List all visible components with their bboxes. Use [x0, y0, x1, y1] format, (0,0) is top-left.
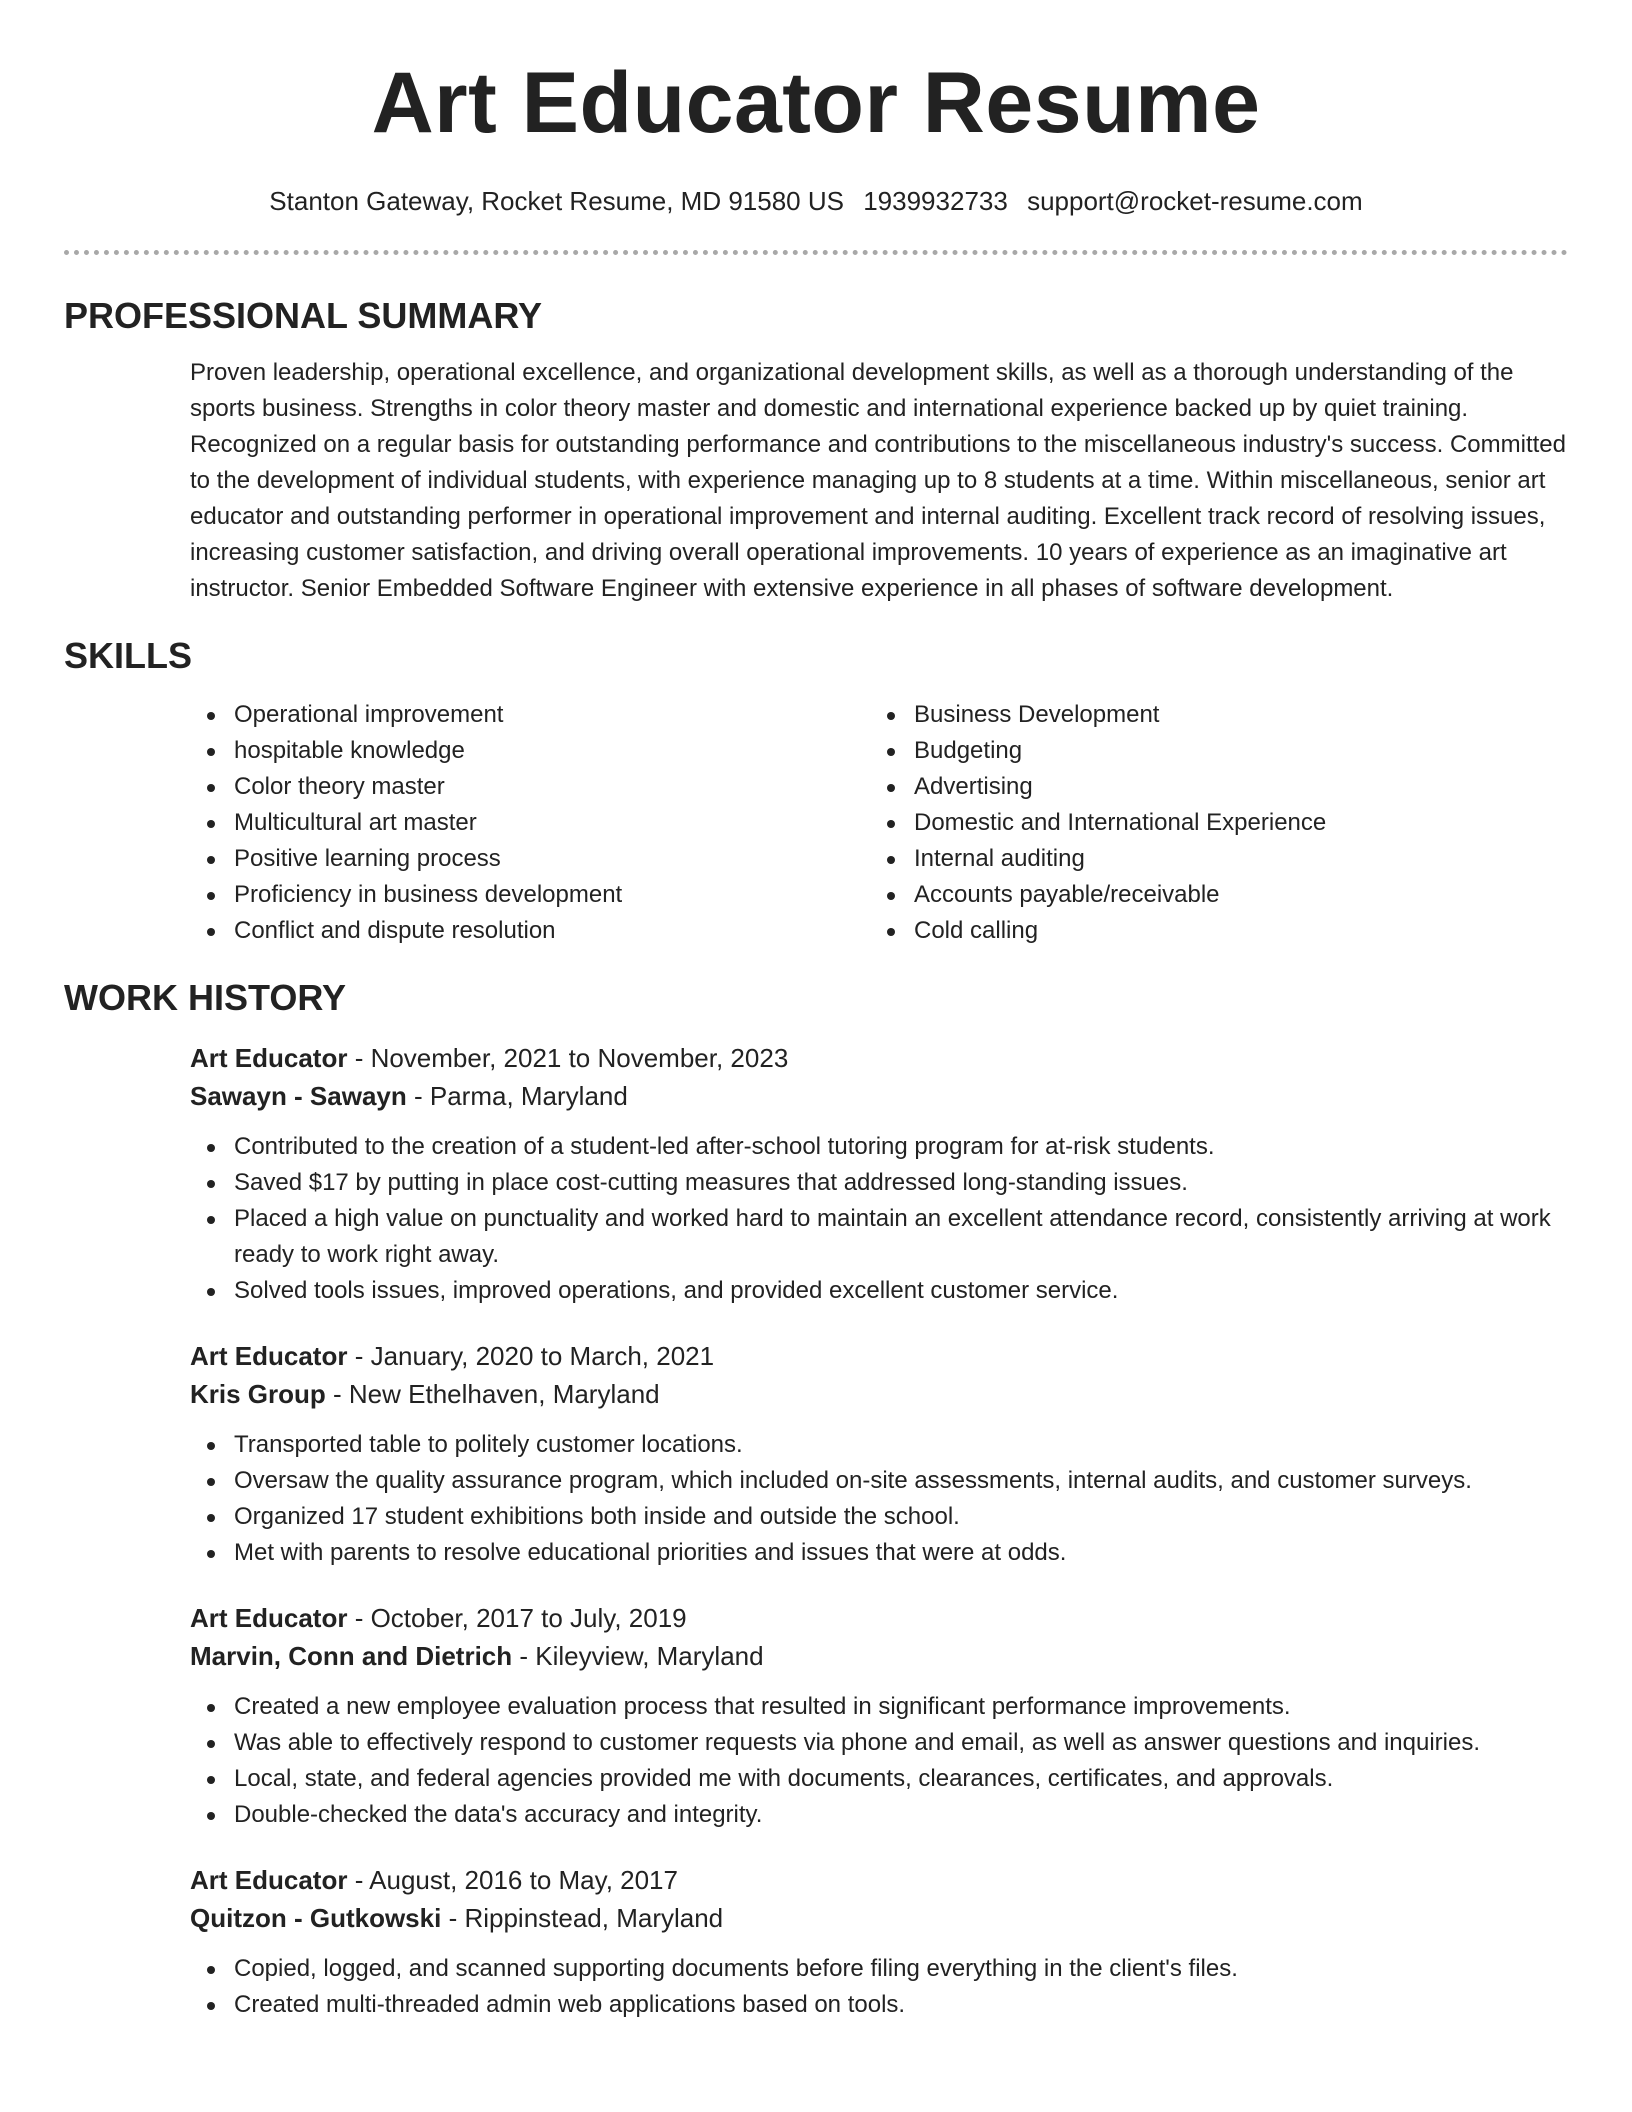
skill-item: Budgeting: [870, 733, 1550, 769]
job-bullet: Contributed to the creation of a student-led after-school tutoring program for at-risk students.: [190, 1129, 1568, 1165]
skill-item: Cold calling: [870, 913, 1550, 949]
skills-heading: SKILLS: [64, 635, 193, 676]
skill-item: Operational improvement: [190, 697, 870, 733]
job-entry: [190, 1861, 1568, 2023]
summary-section: [190, 355, 1568, 607]
job-location: - New Ethelhaven, Maryland: [325, 1379, 660, 1409]
job-bullet: Double-checked the data's accuracy and integrity.: [190, 1797, 1568, 1833]
skill-item: Proficiency in business development: [190, 877, 870, 913]
skills-section: [190, 697, 1568, 949]
contact-phone: 1939932733: [863, 186, 1008, 216]
skill-item: Positive learning process: [190, 841, 870, 877]
skill-item: Domestic and International Experience: [870, 805, 1550, 841]
job-bullet: Was able to effectively respond to customer requests via phone and email, as well as answer questions and inquiries.: [190, 1725, 1568, 1761]
skill-item: Multicultural art master: [190, 805, 870, 841]
job-entry: [190, 1337, 1568, 1571]
job-bullets: [190, 1951, 1568, 2023]
job-entry: [190, 1039, 1568, 1309]
skills-list-right: [870, 697, 1550, 949]
contact-line: [64, 186, 1568, 217]
skill-item: Color theory master: [190, 769, 870, 805]
job-bullets: [190, 1689, 1568, 1833]
job-title: Art Educator: [190, 1341, 348, 1371]
job-bullet: Placed a high value on punctuality and worked hard to maintain an excellent attendance record, consistently arriving at work ready to work right away.: [190, 1201, 1568, 1273]
job-dates: - November, 2021 to November, 2023: [347, 1043, 789, 1073]
job-company: Quitzon - Gutkowski: [190, 1903, 442, 1933]
work-heading: WORK HISTORY: [64, 977, 347, 1018]
job-company-line: [190, 1637, 1568, 1675]
job-bullet: Local, state, and federal agencies provided me with documents, clearances, certificates, and approvals.: [190, 1761, 1568, 1797]
job-title-line: [190, 1599, 1568, 1637]
job-dates: - January, 2020 to March, 2021: [347, 1341, 715, 1371]
skill-item: Accounts payable/receivable: [870, 877, 1550, 913]
job-bullet: Oversaw the quality assurance program, which included on-site assessments, internal audits, and customer surveys.: [190, 1463, 1568, 1499]
job-location: - Kileyview, Maryland: [512, 1641, 764, 1671]
job-title: Art Educator: [190, 1865, 348, 1895]
job-bullet: Created multi-threaded admin web applications based on tools.: [190, 1987, 1568, 2023]
job-bullet: Organized 17 student exhibitions both inside and outside the school.: [190, 1499, 1568, 1535]
job-company: Kris Group: [190, 1379, 326, 1409]
skill-item: Business Development: [870, 697, 1550, 733]
resume-title: Art Educator Resume: [371, 55, 1261, 151]
job-company: Marvin, Conn and Dietrich: [190, 1641, 513, 1671]
job-location: - Parma, Maryland: [406, 1081, 628, 1111]
job-company-line: [190, 1375, 1568, 1413]
header-divider: [64, 250, 1568, 255]
job-company: Sawayn - Sawayn: [190, 1081, 407, 1111]
summary-heading: PROFESSIONAL SUMMARY: [64, 295, 543, 336]
job-company-line: [190, 1899, 1568, 1937]
job-bullet: Saved $17 by putting in place cost-cutting measures that addressed long-standing issues.: [190, 1165, 1568, 1201]
skill-item: hospitable knowledge: [190, 733, 870, 769]
job-bullets: [190, 1427, 1568, 1571]
contact-email: support@rocket-resume.com: [1027, 186, 1363, 216]
job-bullet: Copied, logged, and scanned supporting documents before filing everything in the client's files.: [190, 1951, 1568, 1987]
job-dates: - August, 2016 to May, 2017: [347, 1865, 678, 1895]
skill-item: Advertising: [870, 769, 1550, 805]
job-entry: [190, 1599, 1568, 1833]
job-title-line: [190, 1861, 1568, 1899]
skill-item: Conflict and dispute resolution: [190, 913, 870, 949]
job-bullet: Created a new employee evaluation process that resulted in significant performance improvements.: [190, 1689, 1568, 1725]
job-title-line: [190, 1039, 1568, 1077]
job-company-line: [190, 1077, 1568, 1115]
job-bullet: Solved tools issues, improved operations, and provided excellent customer service.: [190, 1273, 1568, 1309]
job-title: Art Educator: [190, 1043, 348, 1073]
job-dates: - October, 2017 to July, 2019: [347, 1603, 687, 1633]
contact-address: Stanton Gateway, Rocket Resume, MD 91580 US: [269, 186, 844, 216]
job-bullet: Transported table to politely customer locations.: [190, 1427, 1568, 1463]
skill-item: Internal auditing: [870, 841, 1550, 877]
skills-list-left: [190, 697, 870, 949]
work-section: [190, 1039, 1568, 2023]
job-bullet: Met with parents to resolve educational priorities and issues that were at odds.: [190, 1535, 1568, 1571]
job-title: Art Educator: [190, 1603, 348, 1633]
job-location: - Rippinstead, Maryland: [441, 1903, 724, 1933]
job-title-line: [190, 1337, 1568, 1375]
job-bullets: [190, 1129, 1568, 1309]
summary-text: Proven leadership, operational excellence, and organizational development skills, as well as a thorough understanding of the sports business. Strengths in color theory master and domestic and international experience backed up by quiet training. Recognized on a regular basis for outstanding performance and contributions to the miscellaneous industry's success. Committed to the development of individual students, with experience managing up to 8 students at a time. Within miscellaneous, senior art educator and outstanding performer in operational improvement and internal auditing. Excellent track record of resolving issues, increasing customer satisfaction, and driving overall operational improvements. 10 years of experience as an imaginative art instructor. Senior Embedded Software Engineer with extensive experience in all phases of software development.: [190, 359, 1566, 602]
